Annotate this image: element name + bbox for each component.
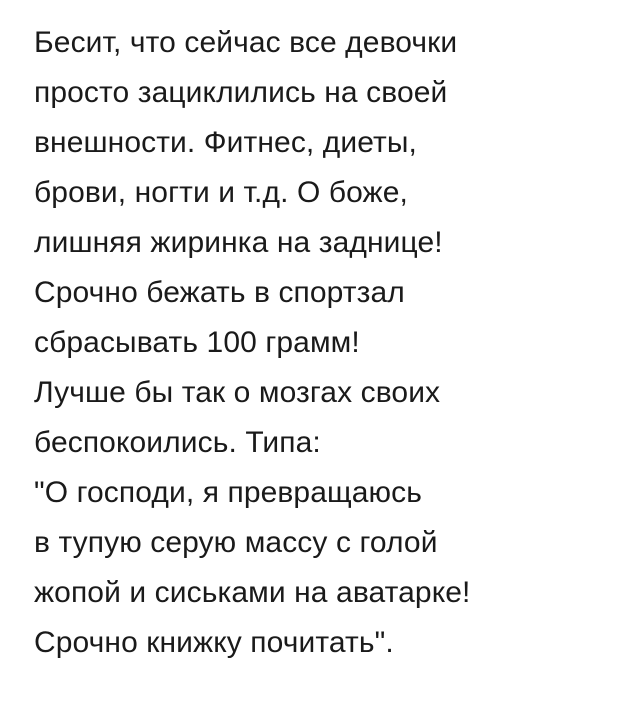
quote-line: "О господи, я превращаюсь (34, 476, 422, 509)
quote-line: брови, ногти и т.д. О боже, (34, 176, 408, 209)
quote-line: Срочно бежать в спортзал (34, 276, 405, 309)
quote-line: Лучше бы так о мозгах своих (34, 376, 441, 409)
quote-line: внешности. Фитнес, диеты, (34, 126, 417, 159)
quote-line: Срочно книжку почитать". (34, 626, 394, 659)
quote-line: в тупую серую массу с голой (34, 526, 438, 559)
quote-line: сбрасывать 100 грамм! (34, 326, 360, 359)
quote-line: Бесит, что сейчас все девочки (34, 26, 458, 59)
quote-line: лишняя жиринка на заднице! (34, 226, 443, 259)
quote-line: просто зациклились на своей (34, 76, 448, 109)
quote-line: беспокоились. Типа: (34, 426, 321, 459)
quote-line: жопой и сиськами на аватарке! (34, 576, 471, 609)
